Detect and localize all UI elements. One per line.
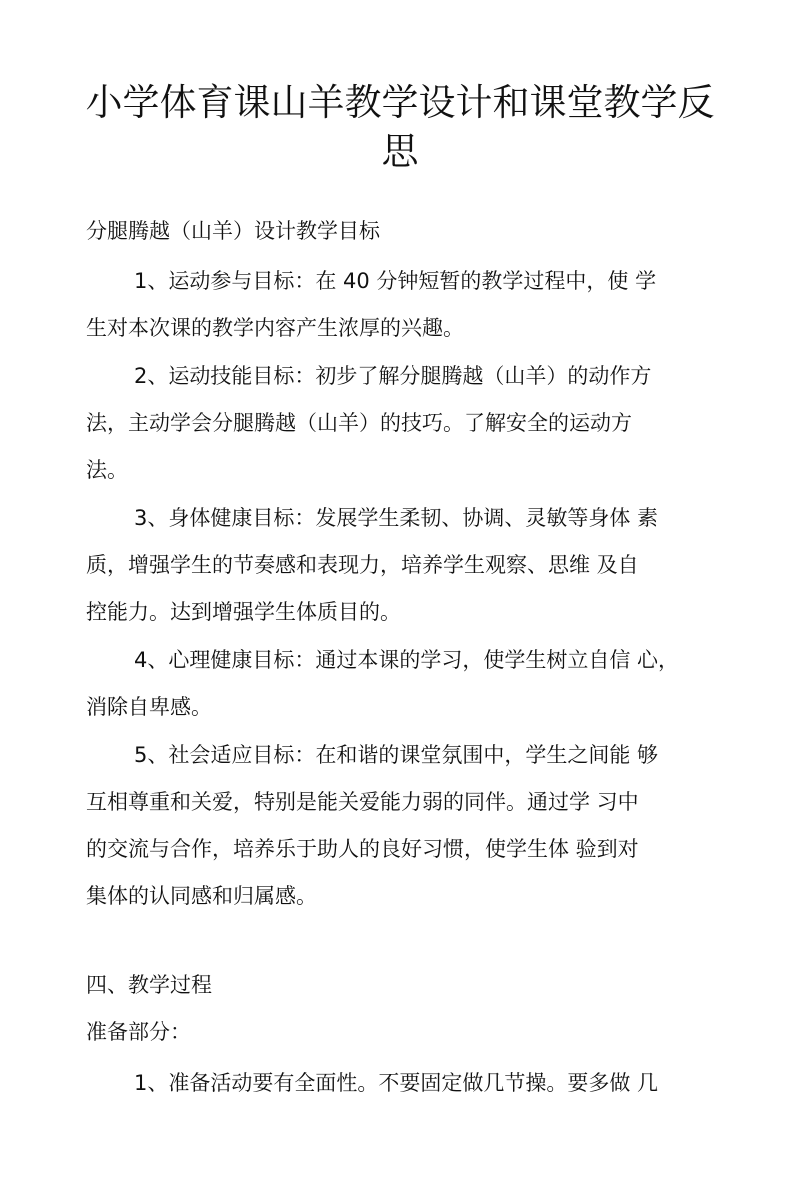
goal-5-line-4: 集体的认同感和归属感。: [86, 884, 317, 908]
goal-2-line-2: 法，主动学会分腿腾越（山羊）的技巧。了解安全的运动方: [86, 411, 632, 435]
goal-4-line-1: 4、心理健康目标：通过本课的学习，使学生树立自信 心，: [134, 648, 680, 672]
prep-item-1: 1、准备活动要有全面性。不要固定做几节操。要多做 几: [134, 1071, 659, 1095]
goal-3-line-1: 3、身体健康目标：发展学生柔韧、协调、灵敏等身体 素: [134, 506, 659, 530]
goal-5-line-1: 5、社会适应目标：在和谐的课堂氛围中，学生之间能 够: [134, 743, 659, 767]
goal-5-line-3: 的交流与合作，培养乐于助人的良好习惯，使学生体 验到对: [86, 837, 639, 861]
goal-2-line-1: 2、运动技能目标：初步了解分腿腾越（山羊）的动作方: [134, 364, 652, 388]
goal-4-line-2: 消除自卑感。: [86, 695, 212, 719]
goal-3-line-2: 质，增强学生的节奏感和表现力，培养学生观察、思维 及自: [86, 553, 639, 577]
goal-5-line-2: 互相尊重和关爱，特别是能关爱能力弱的同伴。通过学 习中: [86, 790, 639, 814]
goal-1-line-2: 生对本次课的教学内容产生浓厚的兴趣。: [86, 316, 464, 340]
title-line-1: 小学体育课山羊教学设计和课堂教学反: [85, 81, 715, 124]
process-section-heading: 四、教学过程: [86, 973, 212, 997]
goal-1-line-1: 1、运动参与目标：在 40 分钟短暂的教学过程中，使 学: [134, 269, 657, 293]
goals-section-heading: 分腿腾越（山羊）设计教学目标: [86, 219, 380, 243]
title-line-2: 思: [381, 130, 419, 173]
prep-heading: 准备部分：: [86, 1020, 191, 1044]
goal-2-line-3: 法。: [86, 458, 128, 482]
goal-3-line-3: 控能力。达到增强学生体质目的。: [86, 600, 401, 624]
document-title: [70, 78, 730, 176]
